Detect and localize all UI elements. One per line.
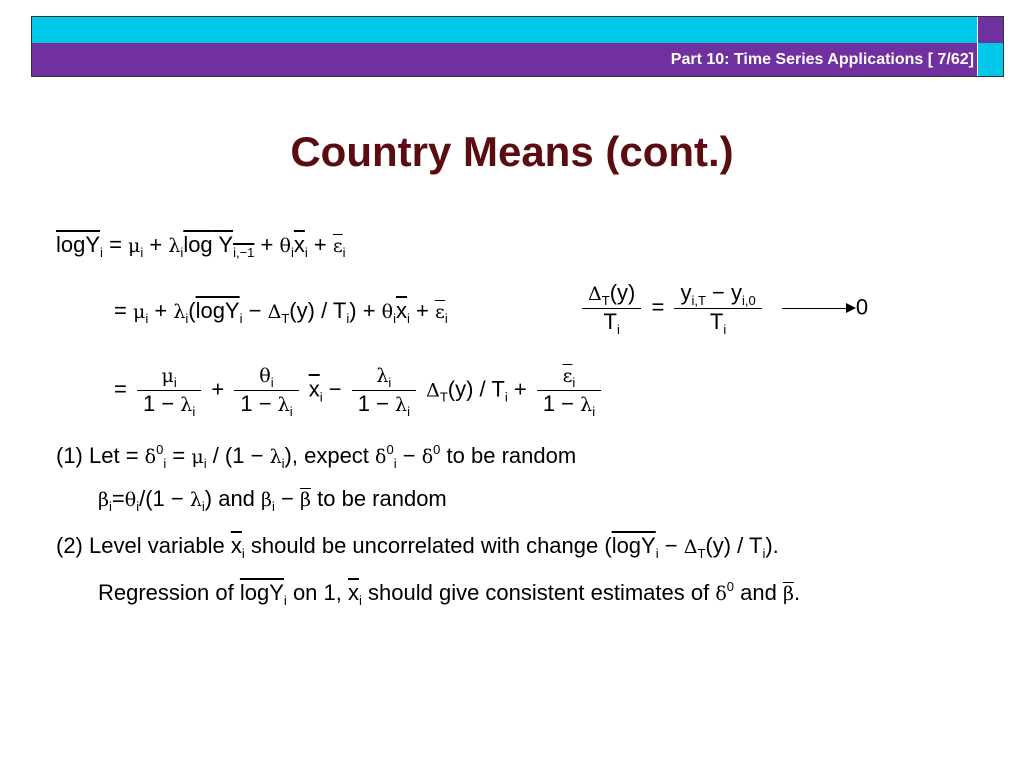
equation-line-2: = $\mu_i + \lambda_i(\log Y_i - \Delta_T(y) / T_i) + \theta_i\overline{x}_i + \overline{\varepsilon}_i$: [114, 298, 448, 326]
equation-line-3: = $\frac{\mu_i}{1 - \lambda_i}$ + $\frac{\theta_i}{1 - \lambda_i}$ $\overline{x}_i$ − $\frac{\lambda_i}{1 - \lambda_i}$ $\Delta_T(y) / T_i$ + $\frac{\overline{\varepsilon}_i}{1 - \lambda_i}$: [114, 362, 605, 419]
note-line-1: (1) Let = $\delta^0_i = \mu_i / (1 - \lambda_i)$, expect $\delta^0_i - \delta^0$ to be random: [56, 442, 577, 471]
arrow-icon: [782, 308, 854, 309]
limit-expression: $\frac{\Delta_T(y)}{T_i}$ = $\frac{y_{i,T} - y_{i,0}}{T_i}$ 0: [578, 280, 868, 337]
note-line-3: (2) Level variable $\overline{x}_i$ should be uncorrelated with change $(\log Y_i - \Delta_T(y) / T_i)$.: [56, 533, 779, 561]
header-cyan-band: [32, 17, 977, 43]
header-corner-square-bottom: [978, 43, 1003, 76]
note-line-4: Regression of logY$_i$ on 1, $\overline{x}_i$ should give consistent estimates of $\delta^0$ and $\overline{\beta}$.: [98, 579, 801, 608]
note-line-2: $\beta_i=\theta_i/(1 - \lambda_i)$ and $\beta_i - \overline{\beta}$ to be random: [98, 486, 447, 514]
equation-line-1: $\log Y_i = \mu_i + \lambda_i\log$ $Y_{i,-1} + \theta_i\overline{x}_i + \overline{\varepsilon}_i$: [56, 232, 346, 260]
header-corner-square-top: [978, 17, 1003, 43]
header-title: Part 10: Time Series Applications [ 7/62]: [670, 51, 974, 68]
slide-title: Country Means (cont.): [290, 128, 734, 175]
